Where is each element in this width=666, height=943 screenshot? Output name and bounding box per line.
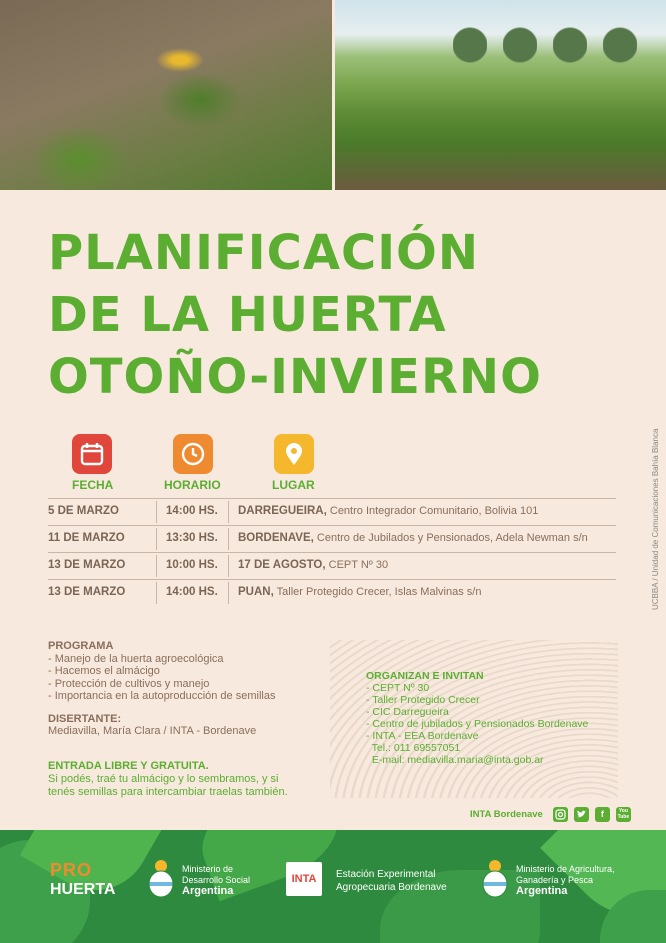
inta-logo: INTA	[286, 862, 322, 896]
youtube-icon[interactable]: You Tube	[617, 808, 630, 820]
facebook-icon[interactable]: f	[595, 807, 610, 822]
garden-photo-right	[333, 0, 666, 190]
programa-heading: PROGRAMA	[48, 640, 114, 652]
social-bar	[470, 806, 631, 822]
programa-item: - Importancia en la autoproducción de semillas	[48, 690, 276, 702]
schedule-time: 14:00 HS.	[166, 586, 218, 598]
schedule-date: 13 DE MARZO	[48, 586, 126, 598]
social-brand: INTA Bordenave	[470, 808, 543, 820]
programa-section	[48, 640, 328, 738]
schedule-detail: Centro Integrador Comunitario, Bolivia 101	[329, 505, 539, 517]
instagram-icon[interactable]	[553, 807, 568, 822]
fecha-label: FECHA	[72, 478, 114, 492]
title-line: DE LA HUERTA	[48, 287, 447, 343]
entrada-line: Si podés, traé tu almácigo y lo sembramos, y si	[48, 773, 279, 785]
page-title	[48, 222, 542, 408]
side-credit: UCBBA / Unidad de Comunicaciones Bahía Blanca	[651, 428, 660, 610]
organizan-item: - INTA - EEA Bordenave	[366, 730, 479, 742]
footer-band	[0, 830, 666, 943]
header-photos	[0, 0, 666, 190]
disertante-heading: DISERTANTE:	[48, 712, 122, 725]
entrada-line: tenés semillas para intercambiar traelas también.	[48, 786, 288, 798]
organizan-item: - CEPT Nº 30	[366, 682, 430, 694]
schedule-date: 13 DE MARZO	[48, 559, 126, 571]
clock-icon	[173, 434, 213, 474]
schedule-time: 14:00 HS.	[166, 505, 218, 517]
schedule-row	[48, 553, 616, 579]
argentina-shield-icon	[480, 858, 510, 898]
entrada-section	[48, 760, 328, 799]
schedule-place: DARREGUEIRA,	[238, 505, 327, 517]
organizan-phone: Tel.: 011 69557051	[366, 742, 461, 754]
schedule-detail: Taller Protegido Crecer, Islas Malvinas s/n	[276, 586, 482, 598]
calendar-icon	[72, 434, 112, 474]
schedule-place: 17 DE AGOSTO,	[238, 559, 326, 571]
agricultura-logo: Ministerio de Agricultura, Ganadería y Pesca Argentina	[516, 864, 615, 897]
schedule-row	[48, 499, 616, 525]
schedule-time: 10:00 HS.	[166, 559, 218, 571]
schedule-date: 11 DE MARZO	[48, 532, 125, 544]
argentina-shield-icon	[146, 858, 176, 898]
disertante-name: Mediavilla, María Clara / INTA - Bordenave	[48, 725, 257, 737]
schedule-detail: Centro de Jubilados y Pensionados, Adela Newman s/n	[316, 532, 588, 544]
schedule-date: 5 DE MARZO	[48, 505, 119, 517]
entrada-heading: ENTRADA LIBRE Y GRATUITA.	[48, 760, 209, 772]
organizan-heading: ORGANIZAN E INVITAN	[366, 670, 484, 682]
location-pin-icon	[274, 434, 314, 474]
horario-label: HORARIO	[164, 478, 221, 492]
title-line: OTOÑO-INVIERNO	[48, 349, 542, 405]
prohuerta-logo: PRO HUERTA	[50, 860, 116, 898]
schedule-row	[48, 580, 616, 606]
schedule-detail: CEPT Nº 30	[328, 559, 389, 571]
schedule-place: PUAN,	[238, 586, 274, 598]
schedule-time: 13:30 HS.	[166, 532, 218, 544]
organizan-email: E-mail: mediavilla.maria@inta.gob.ar	[366, 754, 544, 766]
programa-item: - Manejo de la huerta agroecológica	[48, 652, 224, 665]
schedule-row	[48, 526, 616, 552]
programa-item: - Protección de cultivos y manejo	[48, 677, 210, 690]
lugar-label: LUGAR	[272, 478, 315, 492]
garden-photo-left	[0, 0, 333, 190]
organizan-box	[330, 640, 618, 798]
schedule-place: BORDENAVE,	[238, 532, 314, 544]
desarrollo-social-logo: Ministerio de Desarrollo Social Argentina	[182, 864, 251, 897]
title-line: PLANIFICACIÓN	[48, 225, 480, 281]
twitter-icon[interactable]	[574, 807, 589, 822]
estacion-experimental-label: Estación Experimental Agropecuaria Bordenave	[336, 869, 447, 893]
organizan-item: - CIC Darregueira	[366, 706, 449, 718]
organizan-item: - Centro de jubilados y Pensionados Bordenave	[366, 718, 589, 730]
programa-item: - Hacemos el almácigo	[48, 665, 160, 677]
organizan-item: - Taller Protegido Crecer	[366, 694, 480, 706]
